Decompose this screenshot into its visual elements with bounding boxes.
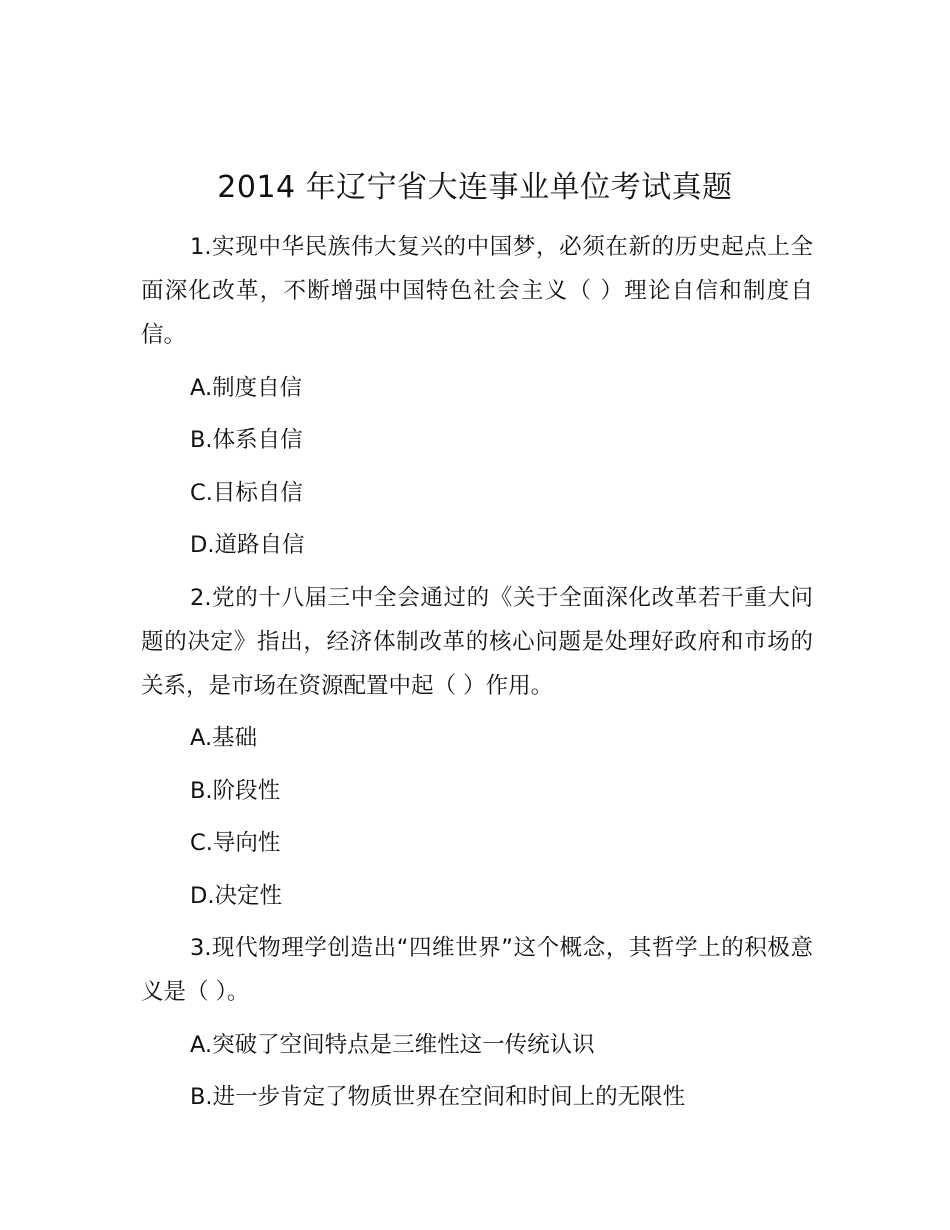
question-1-option-d: D.道路自信 bbox=[190, 532, 305, 558]
question-3-option-a: A.突破了空间特点是三维性这一传统认识 bbox=[190, 1031, 595, 1058]
document-body bbox=[141, 225, 813, 1128]
question-1-option-b: B.体系自信 bbox=[190, 427, 303, 453]
document-title: 2014 年辽宁省大连事业单位考试真题 bbox=[217, 170, 733, 205]
question-1-option-c: C.目标自信 bbox=[190, 479, 303, 506]
question-3-option-b: B.进一步肯定了物质世界在空间和时间上的无限性 bbox=[190, 1084, 686, 1110]
question-3-stem: 3.现代物理学创造出“四维世界”这个概念，其哲学上的积极意义是（ ）。 bbox=[141, 935, 813, 1005]
question-2-option-c: C.导向性 bbox=[190, 830, 281, 856]
question-2-option-b: B.阶段性 bbox=[190, 777, 281, 804]
question-2-option-a: A.基础 bbox=[190, 725, 258, 751]
question-2-stem: 2.党的十八届三中全会通过的《关于全面深化改革若干重大问题的决定》指出，经济体制改革的核心问题是处理好政府和市场的关系，是市场在资源配置中起（ ）作用。 bbox=[141, 584, 813, 699]
question-1-stem: 1.实现中华民族伟大复兴的中国梦，必须在新的历史起点上全面深化改革，不断增强中国特色社会主义（ ）理论自信和制度自信。 bbox=[141, 234, 813, 348]
question-2-option-d: D.决定性 bbox=[190, 882, 282, 909]
question-1-option-a: A.制度自信 bbox=[190, 374, 303, 401]
